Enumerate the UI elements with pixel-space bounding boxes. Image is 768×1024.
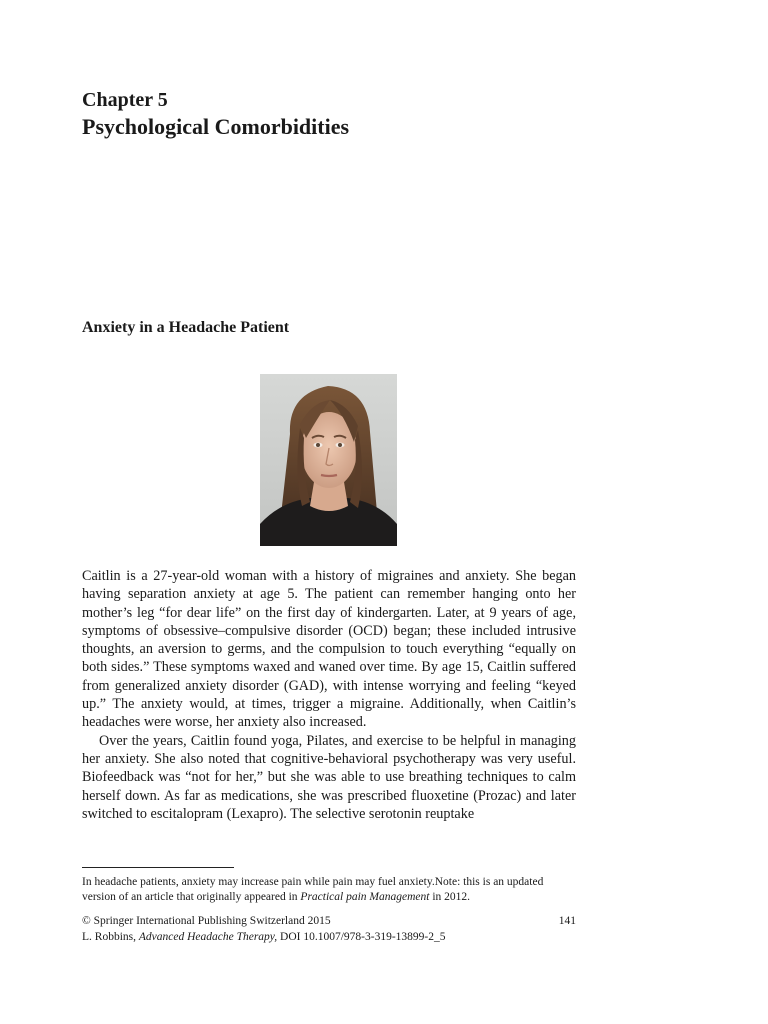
footnote-divider bbox=[82, 867, 234, 868]
body-paragraph-1: Caitlin is a 27-year-old woman with a history of migraines and anxiety. She began having separation anxiety at age 5. The patient can remember hanging onto her mother’s leg “for dear life” on the first day of kindergarten. Later, at 9 years of age, symptoms of obsessive–compulsive disorder (OCD) began; these included intrusive thoughts, an aversion to germs, and the compulsion to touch everything “equally on both sides.” These symptoms waxed and waned over time. By age 15, Caitlin suffered from generalized anxiety disorder (GAD), with intense worrying and feeling “keyed up.” The anxiety would, at times, trigger a migraine. Additionally, when Caitlin’s headaches were worse, her anxiety also increased. bbox=[82, 568, 576, 731]
book-page bbox=[82, 0, 576, 1024]
body-paragraph-2: Over the years, Caitlin found yoga, Pilates, and exercise to be helpful in managing her anxiety. She also noted that cognitive-behavioral psychotherapy was very useful. Biofeedback was “not for her,” but she was able to use breathing techniques to calm herself down. As far as medications, she was prescribed fluoxetine (Prozac) and later switched to escitalopram (Lexapro). The selective serotonin reuptake bbox=[82, 732, 576, 822]
footnote bbox=[82, 875, 576, 905]
page-footer bbox=[82, 914, 576, 945]
chapter-title: Psychological Comorbidities bbox=[82, 114, 350, 139]
section-heading: Anxiety in a Headache Patient bbox=[82, 319, 290, 336]
citation-author: L. Robbins, bbox=[82, 930, 139, 943]
portrait-illustration bbox=[260, 374, 397, 546]
page-number: 141 bbox=[558, 915, 576, 927]
citation-line bbox=[82, 930, 576, 946]
citation-book-title: Advanced Headache Therapy, bbox=[138, 930, 278, 943]
footnote-journal: Practical pain Management bbox=[300, 891, 430, 903]
body-text bbox=[82, 567, 576, 823]
portrait-photo bbox=[260, 374, 397, 546]
footnote-text-before: In headache patients, anxiety may increase pain while pain may fuel anxiety.Note: this is an updated version of an article that originally appeared in bbox=[82, 876, 544, 903]
footnote-text-after: in 2012. bbox=[429, 891, 471, 903]
chapter-label: Chapter 5 bbox=[82, 89, 168, 111]
citation-doi: DOI 10.1007/978-3-319-13899-2_5 bbox=[277, 930, 446, 943]
copyright-notice: © Springer International Publishing Switzerland 2015 bbox=[82, 915, 331, 927]
footer-copyright-row bbox=[82, 914, 576, 930]
